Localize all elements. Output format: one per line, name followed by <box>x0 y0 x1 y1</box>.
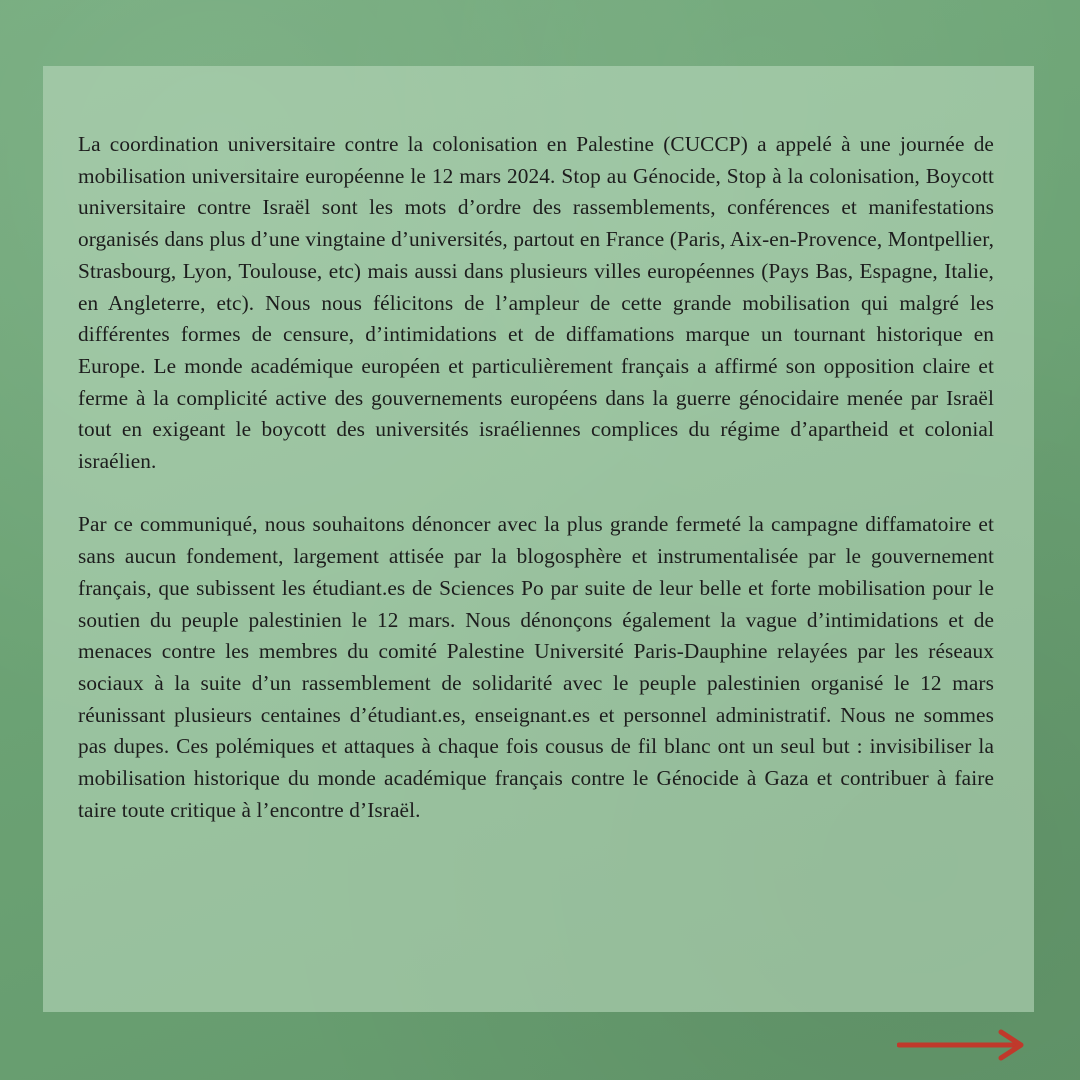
text-card <box>43 66 1034 1012</box>
arrow-right-icon[interactable] <box>897 1029 1027 1061</box>
paragraph-2: Par ce communiqué, nous souhaitons dénoncer avec la plus grande fermeté la campagne diffamatoire et sans aucun fondement, largement attisée par la blogosphère et instrumentalisée par le gouvernement français, que subissent les étudiant.es de Sciences Po par suite de leur belle et forte mobilisation pour le soutien du peuple palestinien le 12 mars. Nous dénonçons également la vague d’intimidations et de menaces contre les membres du comité Palestine Université Paris-Dauphine relayées par les réseaux sociaux à la suite d’un rassemblement de solidarité avec le peuple palestinien organisé le 12 mars réunissant plusieurs centaines d’étudiant.es, enseignant.es et personnel administratif. Nous ne sommes pas dupes. Ces polémiques et attaques à chaque fois cousus de fil blanc ont un seul but : invisibiliser la mobilisation historique du monde académique français contre le Génocide à Gaza et contribuer à faire taire toute critique à l’encontre d’Israël. <box>78 512 994 822</box>
paragraph-1: La coordination universitaire contre la colonisation en Palestine (CUCCP) a appelé à une journée de mobilisation universitaire européenne le 12 mars 2024. Stop au Génocide, Stop à la colonisation, Boycott universitaire contre Israël sont les mots d’ordre des rassemblements, conférences et manifestations organisés dans plus d’une vingtaine d’universités, partout en France (Paris, Aix-en-Provence, Montpellier, Strasbourg, Lyon, Toulouse, etc) mais aussi dans plusieurs villes européennes (Pays Bas, Espagne, Italie, en Angleterre, etc). Nous nous félicitons de l’ampleur de cette grande mobilisation qui malgré les différentes formes de censure, d’intimidations et de diffamations marque un tournant historique en Europe. Le monde académique européen et particulièrement français a affirmé son opposition claire et ferme à la complicité active des gouvernements européens dans la guerre génocidaire menée par Israël tout en exigeant le boycott des universités israéliennes complices du régime d’apartheid et colonial israélien. <box>78 132 994 474</box>
